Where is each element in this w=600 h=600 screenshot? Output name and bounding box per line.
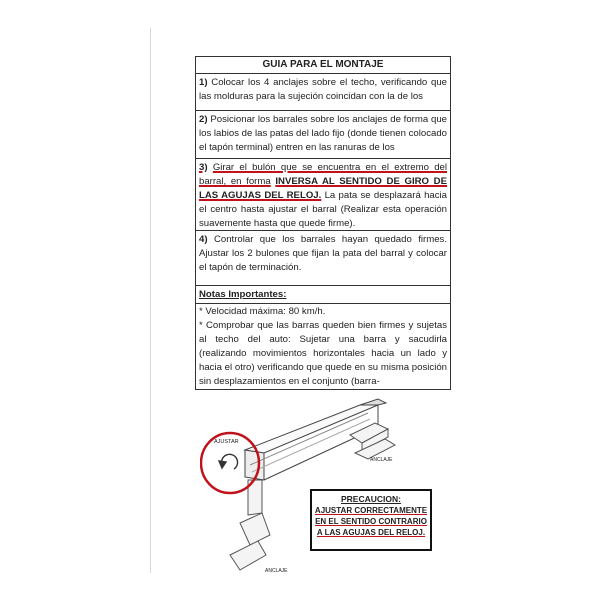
precaution-box <box>310 489 432 551</box>
rotate-arrow-icon <box>219 454 238 469</box>
step-2 <box>196 111 450 159</box>
guide-title: GUIA PARA EL MONTAJE <box>196 57 450 74</box>
precaution-title: PRECAUCION: <box>341 494 401 504</box>
assembly-guide-table <box>195 56 451 390</box>
step-1-number: 1) <box>199 77 208 88</box>
notes-title: Notas Importantes: <box>199 289 287 300</box>
step-2-text: Posicionar los barrales sobre los anclajes de forma que los labios de las patas del lado fijo (donde tienen colocado el tapón terminal) entren en las ranuras de los <box>199 114 448 153</box>
step-3-number: 3) <box>199 162 208 173</box>
step-3-text-b: La pata se desplazará hacia el centro hasta ajustar el barral (Realizar esta operación suavemente hasta que quede firme). <box>199 190 447 229</box>
step-4-text: Controlar que los barrales hayan quedado firmes. Ajustar los 2 bulones que fijan la pata del barral y colocar el tapón de terminación. <box>199 234 447 273</box>
label-ajustar: AJUSTAR <box>214 439 239 445</box>
note-item: * Comprobar que las barras queden bien firmes y sujetas al techo del auto: Sujetar una barra y sacudirla (realizando movimientos horizontales hacia un lado y hacia el otro) verificando que quede en su misma posición sin desplazamientos en el conjunto (barra- <box>199 320 447 387</box>
label-anclaje-top: ANCLAJE <box>370 457 393 463</box>
step-3 <box>196 159 450 231</box>
precaution-line: AJUSTAR CORRECTAMENTE <box>314 506 428 515</box>
step-1-text: Colocar los 4 anclajes sobre el techo, verificando que las molduras para la sujeción coincidan con la de los <box>199 77 447 102</box>
step-4-number: 4) <box>199 234 208 245</box>
step-4 <box>196 231 450 286</box>
step-3-text-bold: INVERSA AL SENTIDO DE GIRO DE LAS AGUJAS DEL RELOJ. <box>199 176 447 201</box>
precaution-line: A LAS AGUJAS DEL RELOJ. <box>316 528 426 537</box>
notes-section <box>196 286 450 390</box>
precaution-line: EN EL SENTIDO CONTRARIO <box>315 517 427 526</box>
step-1 <box>196 74 450 111</box>
label-anclaje-bottom: ANCLAJE <box>265 568 288 574</box>
step-2-number: 2) <box>199 114 208 125</box>
step-3-text-a: Girar el bulón que se encuentra en el extremo del barral, en forma <box>199 162 447 187</box>
notes-divider <box>196 303 450 304</box>
anchor-top-illustration <box>350 423 395 459</box>
note-item: * Velocidad máxima: 80 km/h. <box>199 306 326 317</box>
page-edge-line <box>150 28 151 573</box>
